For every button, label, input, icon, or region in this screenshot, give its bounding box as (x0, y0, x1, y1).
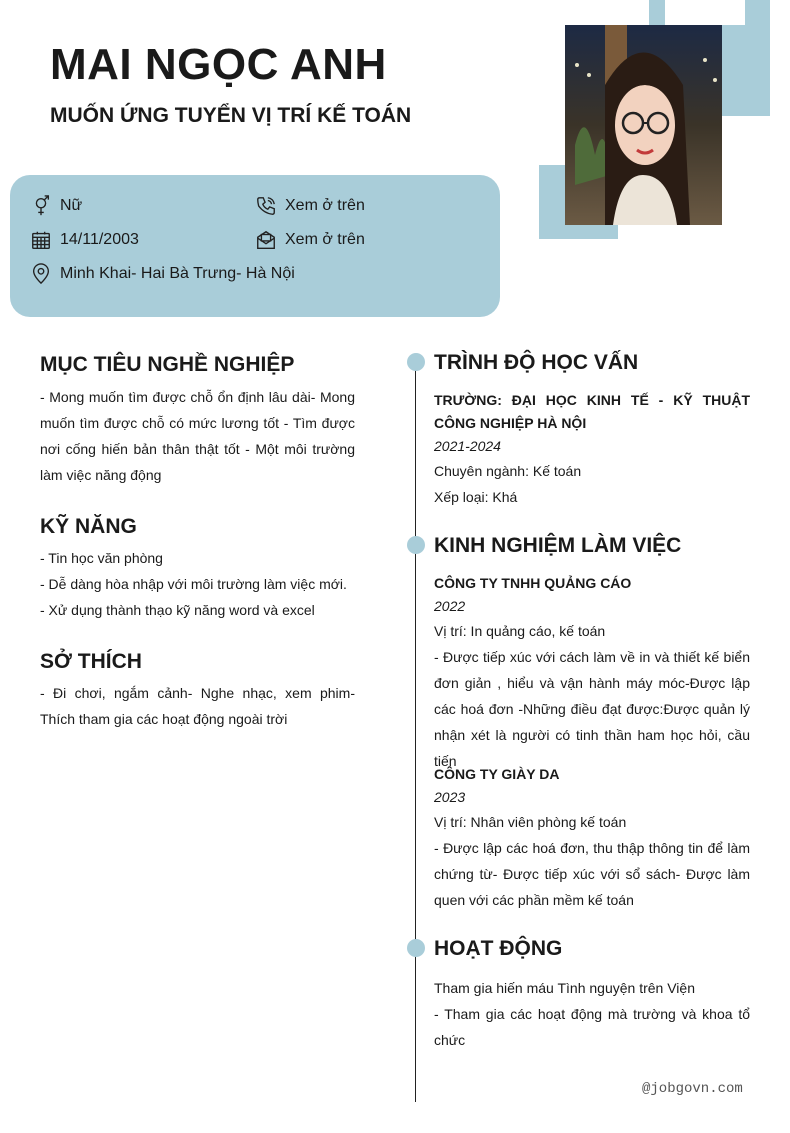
gender-icon (30, 195, 52, 217)
dob-row (30, 229, 139, 251)
watermark: @jobgovn.com (642, 1081, 743, 1097)
job-1-description: - Được tiếp xúc với cách làm về in và thiết kế biển đơn giản , hiểu và vận hành máy móc-Được lập các hoá đơn -Những điều đạt được:Được quản lý nhận xét là người có tinh thần ham học hỏi, cầu tiến (434, 649, 750, 769)
calendar-icon (30, 229, 52, 251)
email-icon (255, 229, 277, 251)
phone-row (255, 195, 365, 217)
education-major: Chuyên ngành: Kế toán (434, 463, 582, 479)
gender-row (30, 195, 82, 217)
skill-item-1: - Tin học văn phòng (40, 550, 163, 566)
location-pin-icon (30, 263, 52, 285)
profile-photo (565, 25, 722, 225)
phone-icon (255, 195, 277, 217)
dob-value: 14/11/2003 (60, 231, 139, 248)
skill-item-3: - Xử dụng thành thạo kỹ năng word và excel (40, 602, 315, 618)
job-2-year: 2023 (434, 789, 466, 805)
career-goal-title: MỤC TIÊU NGHỀ NGHIỆP (40, 353, 295, 376)
education-years: 2021-2024 (434, 438, 501, 454)
experience-title: KINH NGHIỆM LÀM VIỆC (434, 534, 682, 557)
school-name: TRƯỜNG: ĐẠI HỌC KINH TẾ - KỸ THUẬT CÔNG NGHIỆP HÀ NỘI (434, 392, 750, 431)
timeline-dot-experience (407, 536, 425, 554)
skills-title: KỸ NĂNG (40, 515, 137, 538)
skill-item-2: - Dễ dàng hòa nhập với môi trường làm việc mới. (40, 576, 347, 592)
job-2-position: Vị trí: Nhân viên phòng kế toán (434, 814, 627, 830)
activity-item-1: Tham gia hiến máu Tình nguyện trên Viện (434, 980, 695, 996)
candidate-name: MAI NGỌC ANH (50, 40, 387, 89)
gender-value: Nữ (60, 197, 83, 214)
timeline-dot-activities (407, 939, 425, 957)
hobbies-text: - Đi chơi, ngắm cảnh- Nghe nhạc, xem phim- Thích tham gia các hoạt động ngoài trời (40, 685, 355, 727)
email-row (255, 229, 365, 251)
education-grade: Xếp loại: Khá (434, 489, 518, 505)
education-title: TRÌNH ĐỘ HỌC VẤN (434, 351, 639, 374)
career-goal-text: - Mong muốn tìm được chỗ ổn định lâu dài- Mong muốn tìm được chỗ có mức lương tốt - Tìm được nơi cống hiến bản thân thật tốt - Một môi trường làm việc năng động (40, 389, 355, 483)
phone-value: Xem ở trên (285, 197, 365, 214)
job-1-position: Vị trí: In quảng cáo, kế toán (434, 623, 606, 639)
timeline-dot-education (407, 353, 425, 371)
desired-position: MUỐN ỨNG TUYỂN VỊ TRÍ KẾ TOÁN (50, 104, 412, 127)
job-2-description: - Được lập các hoá đơn, thu thập thông tin để làm chứng từ- Được tiếp xúc với sổ sách- Được làm quen với các phần mềm kế toán (434, 840, 750, 908)
hobbies-title: SỞ THÍCH (40, 650, 142, 673)
job-1-company: CÔNG TY TNHH QUẢNG CÁO (434, 575, 632, 591)
address-row (30, 263, 295, 285)
activities-title: HOẠT ĐỘNG (434, 937, 563, 960)
activity-item-2: - Tham gia các hoạt động mà trường và khoa tổ chức (434, 1006, 750, 1048)
email-value: Xem ở trên (285, 231, 365, 248)
address-value: Minh Khai- Hai Bà Trưng- Hà Nội (60, 265, 295, 282)
job-2-company: CÔNG TY GIÀY DA (434, 766, 560, 782)
job-1-year: 2022 (434, 598, 466, 614)
timeline-line (415, 362, 416, 1102)
